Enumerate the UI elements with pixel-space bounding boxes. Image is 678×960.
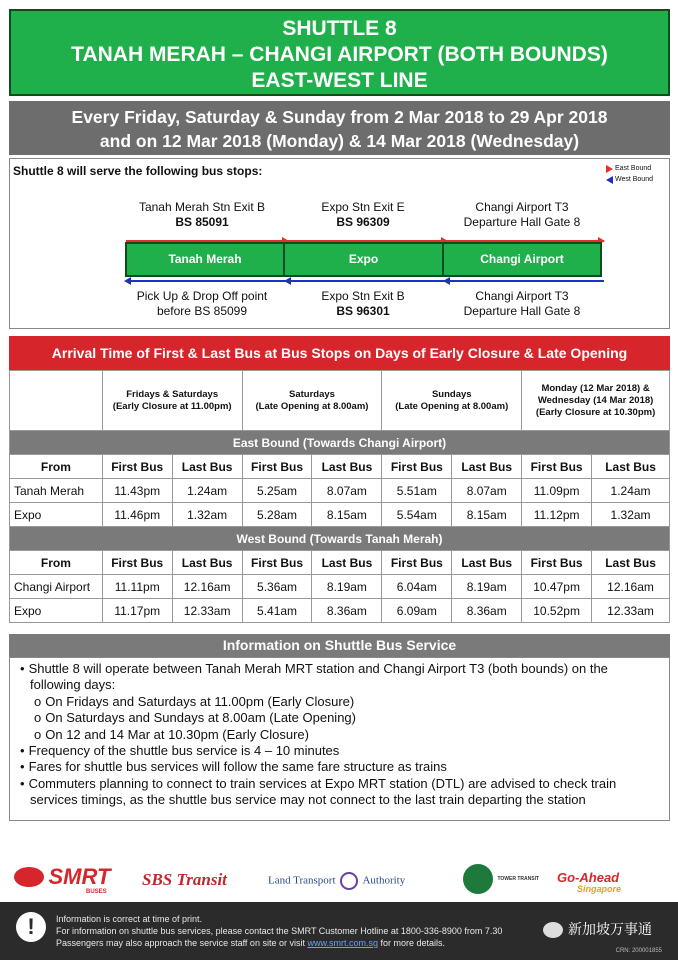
info-item-text: Shuttle 8 will operate between Tanah Merah MRT station and Changi Airport T3 (both bounds) on the following days:: [28, 661, 608, 693]
last-bus-time: 1.24am: [172, 479, 242, 503]
west-arrow-icon: [124, 277, 131, 285]
west-bound-section-header: [10, 527, 670, 551]
lta-logo-text-1: Land Transport: [268, 874, 336, 887]
from-stop-cell: Expo: [10, 599, 103, 623]
column-header-last-bus: Last Bus: [592, 551, 670, 575]
info-item: [18, 694, 661, 710]
info-item: [18, 727, 661, 743]
info-item-text: Fares for shuttle bus services will follow the same fare structure as trains: [28, 759, 447, 775]
wechat-watermark: [543, 922, 652, 938]
stop-top-2: [278, 200, 448, 230]
from-stop-cell: Expo: [10, 503, 103, 527]
last-bus-time: 8.19am: [452, 575, 522, 599]
bullet: •: [20, 661, 25, 676]
last-bus-time: 8.07am: [312, 479, 382, 503]
stop-bottom-1-code: before BS 85099: [156, 304, 248, 318]
crn-code: CRN: 200001855: [615, 948, 662, 954]
go-ahead-sub: Singapore: [577, 884, 622, 894]
info-title: Information on Shuttle Bus Service: [9, 634, 670, 657]
last-bus-time: 1.32am: [172, 503, 242, 527]
stop-top-3-name: Changi Airport T3: [475, 200, 569, 214]
group-fri-sat: Fridays & Saturdays (Early Closure at 11.00pm): [102, 371, 242, 431]
bullet: o: [34, 710, 42, 726]
go-ahead-text: Go-Ahead: [557, 870, 620, 885]
stop-top-2-name: Expo Stn Exit E: [321, 200, 405, 214]
period-line-2: and on 12 Mar 2018 (Monday) & 14 Mar 2018 (Wednesday): [99, 131, 580, 151]
table-row: [10, 575, 670, 599]
info-item-text: Commuters planning to connect to train services at Expo MRT station (DTL) are advised to check train services timings, as the shuttle bus service may not connect to the last train departing the station: [28, 775, 617, 808]
info-item: [18, 743, 661, 759]
table-row: [10, 479, 670, 503]
last-bus-time: 8.36am: [452, 599, 522, 623]
footer-notice: [0, 902, 678, 960]
info-item: [18, 661, 661, 694]
operator-logos: [0, 850, 678, 900]
stop-bottom-3-name: Changi Airport T3: [475, 289, 569, 303]
first-bus-time: 5.51am: [382, 479, 452, 503]
column-header-first-bus: First Bus: [242, 455, 312, 479]
column-header-last-bus: Last Bus: [452, 455, 522, 479]
stops-heading: Shuttle 8 will serve the following bus stops:: [13, 164, 263, 178]
legend-west-label: West Bound: [614, 176, 653, 184]
info-item-text: On Saturdays and Sundays at 8.00am (Late Opening): [45, 710, 356, 726]
last-bus-time: 8.15am: [312, 503, 382, 527]
from-stop-cell: Tanah Merah: [10, 479, 103, 503]
first-bus-time: 5.36am: [242, 575, 312, 599]
banner-line-2: TANAH MERAH – CHANGI AIRPORT (BOTH BOUNDS): [71, 43, 608, 66]
first-bus-time: 5.25am: [242, 479, 312, 503]
info-list: [9, 657, 670, 821]
first-bus-time: 11.11pm: [102, 575, 172, 599]
exclamation-icon: !: [16, 912, 46, 942]
last-bus-time: 12.33am: [172, 599, 242, 623]
stop-top-1-code: BS 85091: [175, 215, 229, 229]
table-row: [10, 599, 670, 623]
column-header-last-bus: Last Bus: [312, 551, 382, 575]
direction-legend: [606, 163, 655, 186]
go-ahead-logo: [557, 870, 621, 894]
column-header-first-bus: First Bus: [522, 455, 592, 479]
last-bus-time: 12.16am: [172, 575, 242, 599]
segment-expo: Expo: [283, 242, 444, 277]
west-bound-line: [126, 280, 604, 282]
west-arrow-icon: [284, 277, 291, 285]
lta-emblem-icon: [340, 872, 358, 890]
service-period: [9, 101, 670, 155]
west-arrow-icon: [443, 277, 450, 285]
east-column-header-row: [10, 455, 670, 479]
tower-transit-logo: [463, 864, 539, 894]
column-header-first-bus: First Bus: [102, 455, 172, 479]
west-bound-rows: [10, 575, 670, 623]
first-bus-time: 6.09am: [382, 599, 452, 623]
first-bus-time: 10.52pm: [522, 599, 592, 623]
wechat-account-name: 新加坡万事通: [568, 922, 652, 938]
table-row: [10, 503, 670, 527]
banner-line-1: SHUTTLE 8: [282, 17, 397, 40]
stop-bottom-2-code: BS 96301: [336, 304, 390, 318]
bullet: •: [20, 743, 25, 759]
stop-bottom-2: [278, 289, 448, 319]
segment-tanah-merah: Tanah Merah: [125, 242, 285, 277]
stop-bottom-1-name: Pick Up & Drop Off point: [136, 289, 268, 303]
stop-bottom-1: [117, 289, 287, 319]
smrt-website-link[interactable]: www.smrt.com.sg: [307, 938, 378, 948]
info-item-text: On 12 and 14 Mar at 10.30pm (Early Closure): [45, 726, 309, 742]
info-item: [18, 776, 661, 809]
last-bus-time: 1.24am: [592, 479, 670, 503]
lta-logo-text-2: Authority: [362, 874, 406, 887]
column-header-first-bus: First Bus: [242, 551, 312, 575]
first-bus-time: 11.46pm: [102, 503, 172, 527]
last-bus-time: 8.15am: [452, 503, 522, 527]
east-arrow-icon: [606, 165, 613, 173]
last-bus-time: 8.36am: [312, 599, 382, 623]
east-bound-title: East Bound (Towards Changi Airport): [10, 431, 670, 455]
east-bound-section-header: [10, 431, 670, 455]
info-item-text: On Fridays and Saturdays at 11.00pm (Early Closure): [45, 693, 355, 709]
banner-line-3: EAST-WEST LINE: [251, 69, 428, 92]
title-banner: [9, 9, 670, 96]
stop-top-2-code: BS 96309: [336, 215, 390, 229]
first-bus-time: 11.17pm: [102, 599, 172, 623]
column-header-first-bus: First Bus: [382, 551, 452, 575]
column-header-last-bus: Last Bus: [172, 455, 242, 479]
stop-top-1-name: Tanah Merah Stn Exit B: [138, 200, 266, 214]
west-arrow-icon: [606, 176, 613, 184]
info-item: [18, 710, 661, 726]
lta-logo: [268, 872, 405, 890]
stop-top-3: [439, 200, 605, 230]
group-sun: Sundays (Late Opening at 8.00am): [382, 371, 522, 431]
from-stop-cell: Changi Airport: [10, 575, 103, 599]
bullet: o: [34, 693, 42, 709]
bullet: •: [20, 759, 25, 775]
stop-bottom-3-code: Departure Hall Gate 8: [463, 304, 581, 318]
footer-text: [56, 913, 556, 949]
first-bus-time: 5.54am: [382, 503, 452, 527]
first-bus-time: 5.41am: [242, 599, 312, 623]
column-header-first-bus: First Bus: [102, 551, 172, 575]
column-header-last-bus: Last Bus: [312, 455, 382, 479]
smrt-logo-text: SMRT: [48, 864, 111, 889]
stop-bottom-2-name: Expo Stn Exit B: [321, 289, 405, 303]
column-header-first-bus: First Bus: [522, 551, 592, 575]
column-header-last-bus: Last Bus: [592, 455, 670, 479]
legend-east-label: East Bound: [614, 165, 652, 172]
first-bus-time: 6.04am: [382, 575, 452, 599]
column-header-from: From: [10, 455, 103, 479]
last-bus-time: 8.07am: [452, 479, 522, 503]
wechat-icon: [543, 922, 563, 938]
bus-stops-panel: [9, 158, 670, 329]
sbs-transit-logo: SBS Transit: [142, 870, 227, 889]
footer-line-2: For information on shuttle bus services, please contact the SMRT Customer Hotline at 1800-336-8900 from 7.30: [56, 926, 503, 936]
tower-transit-text: TOWER TRANSIT: [497, 876, 540, 882]
segment-changi-airport: Changi Airport: [442, 242, 602, 277]
first-bus-time: 10.47pm: [522, 575, 592, 599]
tower-transit-icon: [463, 864, 493, 894]
smrt-logo: [14, 864, 111, 895]
first-bus-time: 5.28am: [242, 503, 312, 527]
last-bus-time: 12.33am: [592, 599, 670, 623]
last-bus-time: 12.16am: [592, 575, 670, 599]
stop-bottom-3: [439, 289, 605, 319]
group-sat: Saturdays (Late Opening at 8.00am): [242, 371, 382, 431]
column-header-last-bus: Last Bus: [172, 551, 242, 575]
info-item: [18, 759, 661, 775]
bullet: •: [20, 775, 25, 791]
stop-top-3-code: Departure Hall Gate 8: [463, 215, 581, 229]
footer-line-3: Passengers may also approach the service staff on site or visit www.smrt.com.sg for more details.: [56, 938, 446, 948]
first-bus-time: 11.09pm: [522, 479, 592, 503]
header-empty-cell: [10, 371, 103, 431]
first-bus-time: 11.12pm: [522, 503, 592, 527]
west-column-header-row: [10, 551, 670, 575]
stop-top-1: [117, 200, 287, 230]
smrt-logo-sub: BUSES: [86, 889, 107, 895]
bullet: o: [34, 726, 42, 742]
group-mon-wed: Monday (12 Mar 2018) & Wednesday (14 Mar 2018) (Early Closure at 10.30pm): [522, 371, 670, 431]
last-bus-time: 1.32am: [592, 503, 670, 527]
west-bound-title: West Bound (Towards Tanah Merah): [10, 527, 670, 551]
column-header-first-bus: First Bus: [382, 455, 452, 479]
footer-line-1: Information is correct at time of print.: [56, 914, 203, 924]
smrt-swirl-icon: [14, 867, 44, 887]
east-bound-rows: [10, 479, 670, 527]
arrival-times-table: [9, 370, 670, 623]
first-bus-time: 11.43pm: [102, 479, 172, 503]
info-item-text: Frequency of the shuttle bus service is 4 – 10 minutes: [28, 743, 340, 759]
period-line-1: Every Friday, Saturday & Sunday from 2 Mar 2018 to 29 Apr 2018: [71, 107, 608, 127]
arrival-times-title: Arrival Time of First & Last Bus at Bus Stops on Days of Early Closure & Late Opening: [9, 336, 670, 370]
column-header-last-bus: Last Bus: [452, 551, 522, 575]
column-header-from: From: [10, 551, 103, 575]
last-bus-time: 8.19am: [312, 575, 382, 599]
day-group-header-row: [10, 371, 670, 431]
